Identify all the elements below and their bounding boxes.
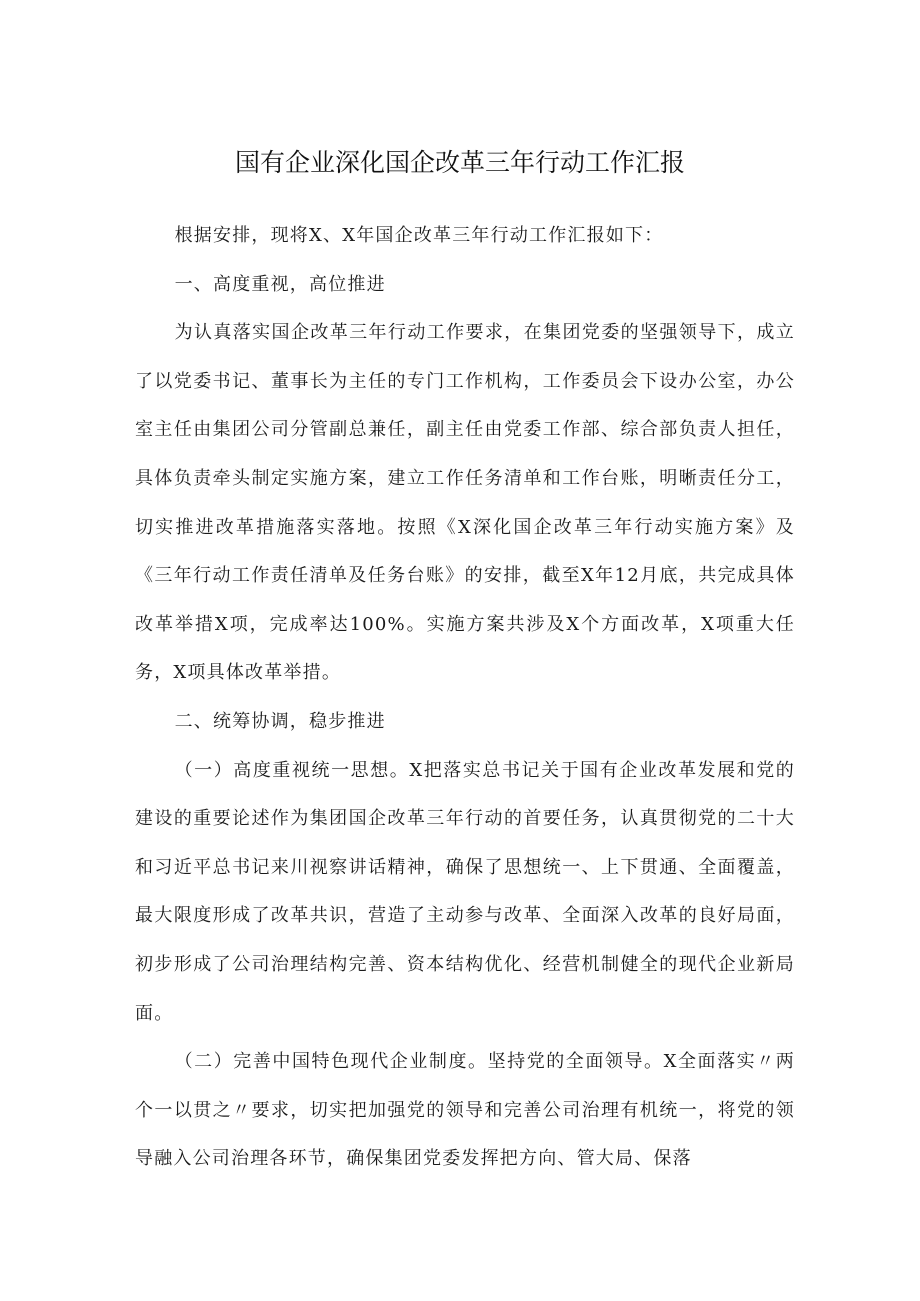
section-heading-2: 二、统筹协调，稳步推进 xyxy=(174,710,386,732)
body-paragraph-3: （二）完善中国特色现代企业制度。坚持党的全面领导。X全面落实〃两个一以贯之〃要求，切实把加强党的领导和完善公司治理有机统一，将党的领导融入公司治理各环节，确保集团党委发挥把方向、管大局、保落 xyxy=(135,1051,795,1170)
document-title: 国有企业深化国企改革三年行动工作汇报 xyxy=(234,148,685,177)
section-heading-1: 一、高度重视，高位推进 xyxy=(174,273,386,295)
body-paragraph-1: 为认真落实国企改革三年行动工作要求，在集团党委的坚强领导下，成立了以党委书记、董事长为主任的专门工作机构，工作委员会下设办公室，办公室主任由集团公司分管副总兼任，副主任由党委工作部、综合部负责人担任，具体负责牵头制定实施方案，建立工作任务清单和工作台账，明晰责任分工，切实推进改革措施落实落地。按照《X深化国企改革三年行动实施方案》及《三年行动工作责任清单及任务台账》的安排，截至X年12月底，共完成具体改革举措X项，完成率达100%。实施方案共涉及X个方面改革，X项重大任务，X项具体改革举措。 xyxy=(135,322,795,684)
body-paragraph-2: （一）高度重视统一思想。X把落实总书记关于国有企业改革发展和党的建设的重要论述作为集团国企改革三年行动的首要任务，认真贯彻党的二十大和习近平总书记来川视察讲话精神，确保了思想统一、上下贯通、全面覆盖，最大限度形成了改革共识，营造了主动参与改革、全面深入改革的良好局面，初步形成了公司治理结构完善、资本结构优化、经营机制健全的现代企业新局面。 xyxy=(135,759,795,1024)
document-body xyxy=(135,212,795,1184)
intro-paragraph: 根据安排，现将X、X年国企改革三年行动工作汇报如下： xyxy=(174,225,664,246)
